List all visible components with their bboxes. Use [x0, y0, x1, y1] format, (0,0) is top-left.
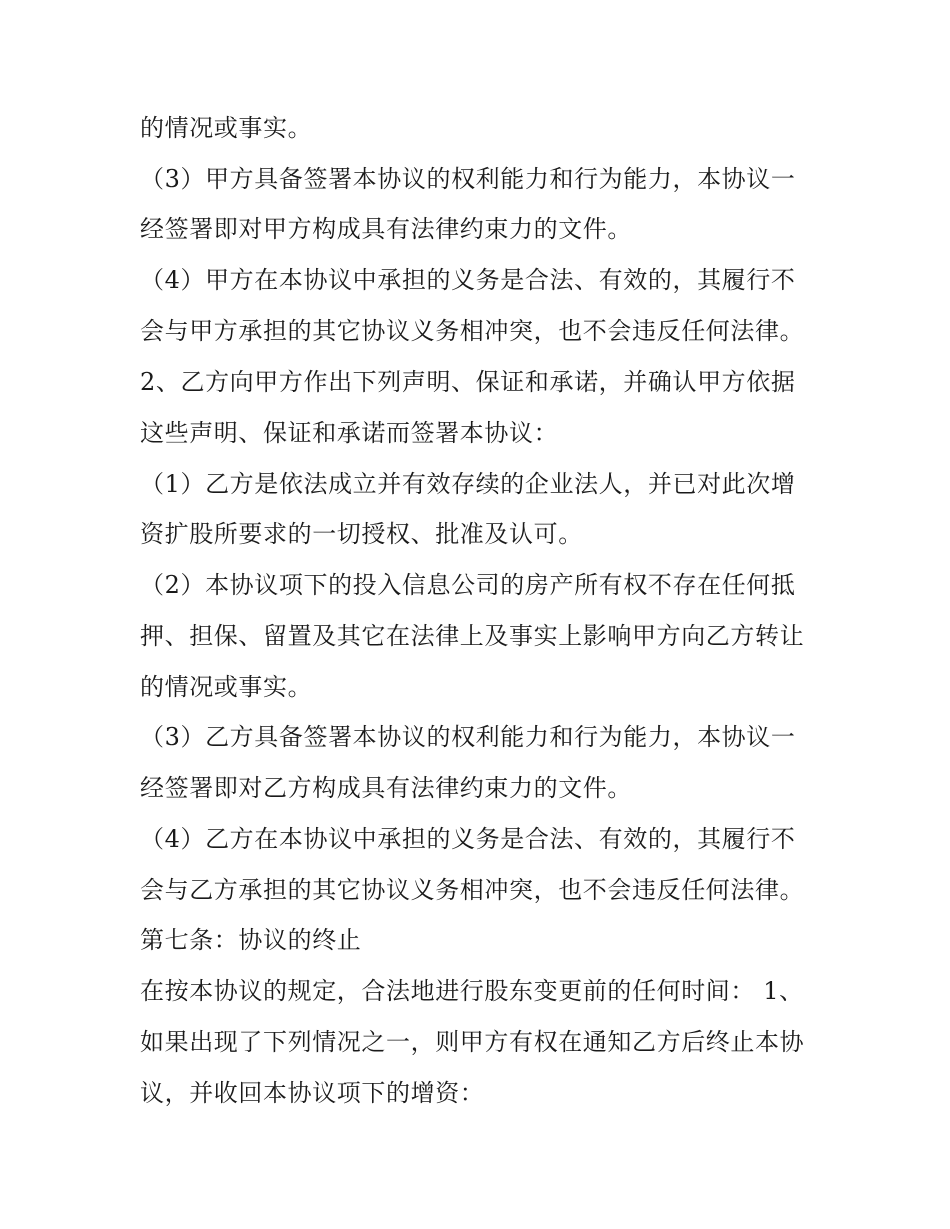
text-line: 押、担保、留置及其它在法律上及事实上影响甲方向乙方转让	[140, 622, 805, 650]
section-heading: 第七条：协议的终止	[140, 926, 362, 954]
text-line: 会与甲方承担的其它协议义务相冲突，也不会违反任何法律。	[140, 317, 805, 345]
text-line: 经签署即对乙方构成具有法律约束力的文件。	[140, 774, 632, 802]
text-line: （4）乙方在本协议中承担的义务是合法、有效的，其履行不	[140, 825, 796, 853]
text-line: （3）乙方具备签署本协议的权利能力和行为能力，本协议一	[140, 723, 796, 751]
text-line: 经签署即对甲方构成具有法律约束力的文件。	[140, 215, 632, 243]
text-line: 2、乙方向甲方作出下列声明、保证和承诺，并确认甲方依据	[140, 368, 796, 396]
text-line: 会与乙方承担的其它协议义务相冲突，也不会违反任何法律。	[140, 876, 805, 904]
text-line: （1）乙方是依法成立并有效存续的企业法人，并已对此次增	[140, 470, 796, 498]
text-line: 在按本协议的规定，合法地进行股东变更前的任何时间： 1、	[140, 977, 804, 1005]
text-line: （3）甲方具备签署本协议的权利能力和行为能力，本协议一	[140, 165, 796, 193]
text-line: （2）本协议项下的投入信息公司的房产所有权不存在任何抵	[140, 571, 796, 599]
text-line: 资扩股所要求的一切授权、批准及认可。	[140, 520, 583, 548]
text-line: 的情况或事实。	[140, 673, 313, 701]
text-line: 这些声明、保证和承诺而签署本协议：	[140, 419, 559, 447]
text-line: 议，并收回本协议项下的增资：	[140, 1079, 485, 1107]
text-line: 如果出现了下列情况之一，则甲方有权在通知乙方后终止本协	[140, 1028, 805, 1056]
text-line: （4）甲方在本协议中承担的义务是合法、有效的，其履行不	[140, 266, 796, 294]
text-line: 的情况或事实。	[140, 114, 313, 142]
